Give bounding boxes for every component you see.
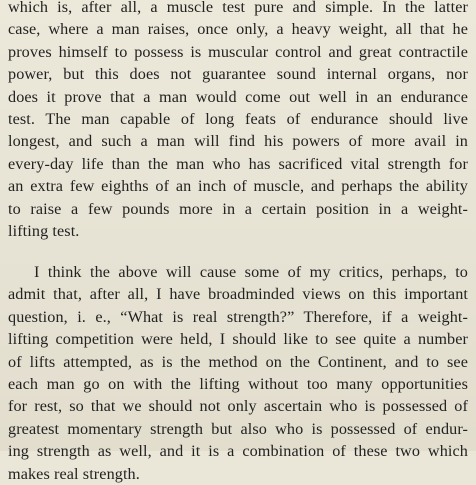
text-line: of lifts attempted, as is the method on the Continent, and to see — [8, 352, 468, 371]
paragraph-1 — [8, 0, 468, 242]
text-line: every-day life than the man who has sacrificed vital strength for — [8, 154, 468, 173]
text-line: which is, after all, a muscle test pure and simple. In the latter — [8, 0, 468, 16]
text-line: proves himself to possess is muscular control and great contractile — [8, 42, 468, 61]
text-line: to raise a few pounds more in a certain position in a weight- — [8, 199, 468, 218]
text-line: each man go on with the lifting without too many opportunities — [8, 375, 468, 394]
text-line: longest, and such a man will find his powers of more avail in — [8, 132, 468, 151]
paragraph-2 — [8, 261, 468, 485]
text-line: test. The man capable of long feats of endurance should live — [8, 110, 468, 129]
text-line: question, i. e., “What is real strength?” Therefore, if a weight- — [8, 307, 468, 326]
text-line: power, but this does not guarantee sound internal organs, nor — [8, 65, 468, 84]
text-line: I think the above will cause some of my critics, perhaps, to — [34, 263, 468, 281]
text-line: an extra few eighths of an inch of muscle, and perhaps the ability — [8, 177, 468, 196]
text-line: case, where a man raises, once only, a heavy weight, all that he — [8, 20, 468, 39]
text-line: lifting test. — [8, 222, 80, 241]
text-line: ing strength as well, and it is a combination of these two which — [8, 442, 468, 461]
text-line: does it prove that a man would come out well in an endurance — [8, 87, 468, 106]
text-line: lifting competition were held, I should like to see quite a number — [8, 330, 468, 349]
text-line: greatest momentary strength but also who is possessed of endur- — [8, 419, 468, 438]
text-line: admit that, after all, I have broadminded views on this important — [8, 285, 468, 304]
text-line: makes real strength. — [8, 464, 140, 483]
text-line: for rest, so that we should not only ascertain who is possessed of — [8, 397, 468, 416]
